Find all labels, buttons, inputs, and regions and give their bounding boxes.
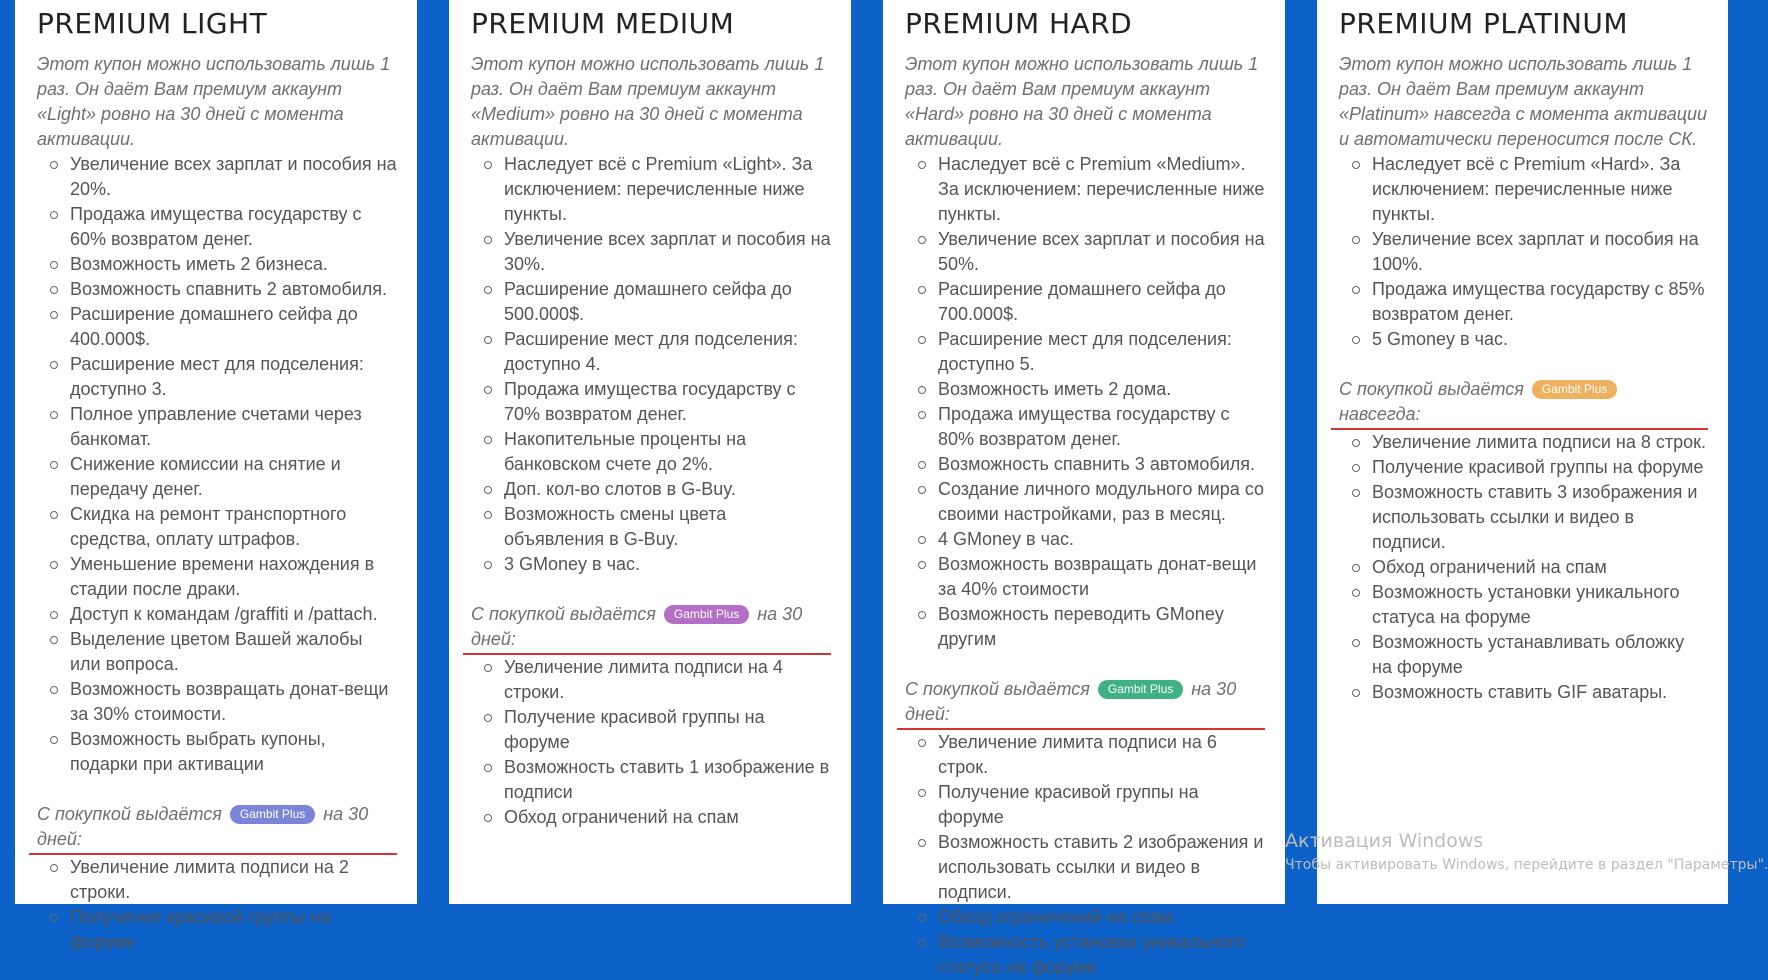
list-item: Возможность возвращать донат-вещи за 40% стоимости [938,552,1265,602]
list-item: Продажа имущества государству с 70% возвратом денег. [504,377,831,427]
list-item: Возможность установки уникального статуса на форуме [938,930,1265,980]
list-item: Наследует всё с Premium «Hard». За исключением: перечисленные ниже пункты. [1372,152,1708,227]
gambit-plus-badge: Gambit Plus [1532,380,1617,399]
bonus-list [905,730,1265,980]
windows-activation-watermark [1285,828,1768,875]
premium-medium-card [449,0,851,904]
list-item: Расширение мест для подселения: доступно 5. [938,327,1265,377]
list-item: Продажа имущества государству с 85% возвратом денег. [1372,277,1708,327]
bonus-suffix: на 30 дней: [37,804,369,849]
feature-list [37,152,397,777]
list-item: Возможность спавнить 3 автомобиля. [938,452,1265,477]
list-item: Возможность ставить 1 изображение в подписи [504,755,831,805]
watermark-subtitle: Чтобы активировать Windows, перейдите в раздел "Параметры". [1285,857,1768,873]
list-item: Возможность возвращать донат-вещи за 30% стоимости. [70,677,397,727]
feature-list [471,152,831,577]
list-item: Возможность выбрать купоны, подарки при активации [70,727,397,777]
list-item: Выделение цветом Вашей жалобы или вопроса. [70,627,397,677]
premium-hard-card [883,0,1285,977]
gambit-plus-badge: Gambit Plus [230,805,315,824]
list-item: Скидка на ремонт транспортного средства, оплату штрафов. [70,502,397,552]
list-item: Снижение комиссии на снятие и передачу денег. [70,452,397,502]
list-item: Обход ограничений на спам [938,905,1265,930]
list-item: Возможность устанавливать обложку на форуме [1372,630,1708,680]
premium-platinum-card [1317,0,1728,904]
bonus-prefix: С покупкой выдаётся [905,679,1090,699]
bonus-heading [897,677,1265,730]
list-item: Увеличение всех зарплат и пособия на 30%. [504,227,831,277]
list-item: Уменьшение времени нахождения в стадии после драки. [70,552,397,602]
list-item: Расширение мест для подселения: доступно 3. [70,352,397,402]
list-item: Наследует всё с Premium «Light». За исключением: перечисленные ниже пункты. [504,152,831,227]
list-item: Увеличение лимита подписи на 6 строк. [938,730,1265,780]
bonus-heading [1331,377,1708,430]
bonus-suffix: на 30 дней: [471,604,803,649]
watermark-title: Активация Windows [1285,830,1484,852]
list-item: Обход ограничений на спам [504,805,831,830]
card-title: PREMIUM PLATINUM [1339,7,1629,40]
list-item: Возможность иметь 2 бизнеса. [70,252,397,277]
list-item: Доп. кол-во слотов в G-Buy. [504,477,831,502]
list-item: Возможность ставить GIF аватары. [1372,680,1708,705]
bonus-heading [463,602,831,655]
list-item: Получение красивой группы на форуме [938,780,1265,830]
list-item: 3 GMoney в час. [504,552,831,577]
bonus-list [37,855,397,955]
card-description: Этот купон можно использовать лишь 1 раз. Он даёт Вам премиум аккаунт «Medium» ровно на 30 дней с момента активации. [471,54,825,149]
list-item: Доступ к командам /graffiti и /pattach. [70,602,397,627]
bonus-prefix: С покупкой выдаётся [1339,379,1524,399]
list-item: Увеличение лимита подписи на 4 строки. [504,655,831,705]
list-item: Продажа имущества государству с 60% возвратом денег. [70,202,397,252]
list-item: Увеличение лимита подписи на 8 строк. [1372,430,1708,455]
list-item: Возможность установки уникального статуса на форуме [1372,580,1708,630]
premium-light-card [15,0,417,952]
card-title: PREMIUM HARD [905,7,1133,40]
feature-list [1339,152,1708,352]
bonus-list [471,655,831,830]
list-item: Создание личного модульного мира со своими настройками, раз в месяц. [938,477,1265,527]
list-item: Увеличение всех зарплат и пособия на 100%. [1372,227,1708,277]
card-description: Этот купон можно использовать лишь 1 раз. Он даёт Вам премиум аккаунт «Hard» ровно на 30 дней с момента активации. [905,54,1259,149]
list-item: 4 GMoney в час. [938,527,1265,552]
list-item: Полное управление счетами через банкомат. [70,402,397,452]
list-item: Получение красивой группы на форуме [1372,455,1708,480]
list-item: Получение красивой группы на форуме [504,705,831,755]
list-item: Возможность ставить 3 изображения и использовать ссылки и видео в подписи. [1372,480,1708,555]
list-item: Расширение домашнего сейфа до 700.000$. [938,277,1265,327]
card-description: Этот купон можно использовать лишь 1 раз. Он даёт Вам премиум аккаунт «Light» ровно на 30 дней с момента активации. [37,54,391,149]
card-description: Этот купон можно использовать лишь 1 раз. Он даёт Вам премиум аккаунт «Platinum» навсегда с момента активации и автоматически переносится после СК. [1339,54,1708,149]
bonus-heading [29,802,397,855]
list-item: Получение красивой группы на форуме [70,905,397,955]
list-item: Обход ограничений на спам [1372,555,1708,580]
list-item: Возможность иметь 2 дома. [938,377,1265,402]
list-item: Накопительные проценты на банковском счете до 2%. [504,427,831,477]
feature-list [905,152,1265,652]
list-item: Увеличение лимита подписи на 2 строки. [70,855,397,905]
bonus-suffix: на 30 дней: [905,679,1237,724]
list-item: Продажа имущества государству с 80% возвратом денег. [938,402,1265,452]
list-item: Расширение мест для подселения: доступно 4. [504,327,831,377]
bonus-prefix: С покупкой выдаётся [471,604,656,624]
list-item: Увеличение всех зарплат и пособия на 50%. [938,227,1265,277]
bonus-list [1339,430,1708,705]
list-item: Возможность переводить GMoney другим [938,602,1265,652]
card-title: PREMIUM LIGHT [37,7,268,40]
list-item: Расширение домашнего сейфа до 500.000$. [504,277,831,327]
gambit-plus-badge: Gambit Plus [664,605,749,624]
list-item: Возможность ставить 2 изображения и использовать ссылки и видео в подписи. [938,830,1265,905]
card-title: PREMIUM MEDIUM [471,7,735,40]
list-item: Расширение домашнего сейфа до 400.000$. [70,302,397,352]
bonus-suffix: навсегда: [1339,404,1421,424]
list-item: 5 Gmoney в час. [1372,327,1708,352]
list-item: Возможность спавнить 2 автомобиля. [70,277,397,302]
bonus-prefix: С покупкой выдаётся [37,804,222,824]
list-item: Увеличение всех зарплат и пособия на 20%. [70,152,397,202]
gambit-plus-badge: Gambit Plus [1098,680,1183,699]
list-item: Наследует всё с Premium «Medium». За исключением: перечисленные ниже пункты. [938,152,1265,227]
list-item: Возможность смены цвета объявления в G-Buy. [504,502,831,552]
